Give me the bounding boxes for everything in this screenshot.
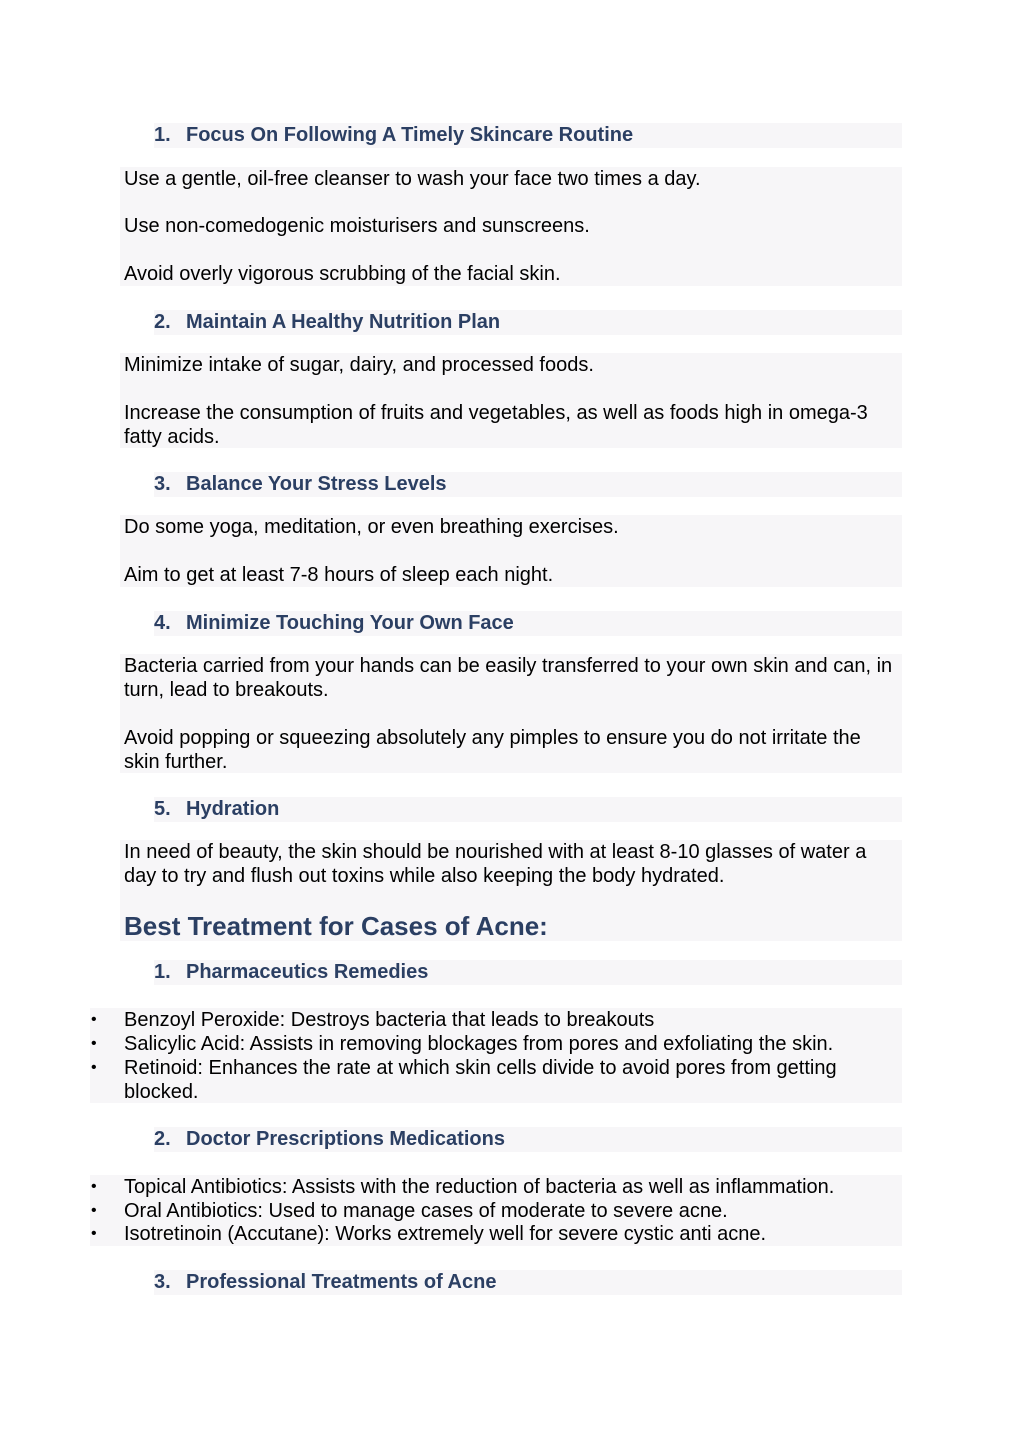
treatment-title: Professional Treatments of Acne: [186, 1271, 497, 1293]
bullet-item: • Isotretinoin (Accutane): Works extremely well for severe cystic anti acne.: [124, 1222, 899, 1246]
paragraph: Minimize intake of sugar, dairy, and processed foods.: [124, 354, 594, 376]
section-title: Hydration: [186, 798, 280, 820]
treatment-number: 2.: [154, 1128, 171, 1150]
section-title: Minimize Touching Your Own Face: [186, 612, 514, 634]
treatment-title: Doctor Prescriptions Medications: [186, 1128, 505, 1150]
bullet-item: • Retinoid: Enhances the rate at which skin cells divide to avoid pores from getting blocked.: [124, 1056, 899, 1104]
section-number: 5.: [154, 798, 171, 820]
section-heading: [154, 611, 902, 636]
section-number: 2.: [154, 311, 171, 333]
paragraph: Avoid overly vigorous scrubbing of the facial skin.: [124, 263, 561, 285]
treatment-number: 3.: [154, 1271, 171, 1293]
treatment-subheading: [154, 960, 902, 985]
treatment-title: Pharmaceutics Remedies: [186, 961, 429, 983]
paragraph: Bacteria carried from your hands can be easily transferred to your own skin and can, in turn, lead to breakouts.: [124, 655, 893, 701]
bullet-item: • Oral Antibiotics: Used to manage cases of moderate to severe acne.: [124, 1199, 899, 1223]
section-title: Maintain A Healthy Nutrition Plan: [186, 311, 501, 333]
paragraph: Avoid popping or squeezing absolutely any pimples to ensure you do not irritate the skin further.: [124, 727, 861, 773]
section-number: 4.: [154, 612, 171, 634]
treatment-subheading: [154, 1270, 902, 1295]
bullet-item: • Salicylic Acid: Assists in removing blockages from pores and exfoliating the skin.: [124, 1032, 899, 1056]
section-heading: [154, 123, 902, 148]
paragraph: Do some yoga, meditation, or even breathing exercises.: [124, 516, 619, 538]
section-number: 3.: [154, 473, 171, 495]
section-title: Balance Your Stress Levels: [186, 473, 447, 495]
paragraph: Use non-comedogenic moisturisers and sunscreens.: [124, 215, 590, 237]
section-heading: [154, 472, 902, 497]
treatment-number: 1.: [154, 961, 171, 983]
bullet-item: • Benzoyl Peroxide: Destroys bacteria that leads to breakouts: [124, 1008, 899, 1032]
paragraph: Use a gentle, oil-free cleanser to wash your face two times a day.: [124, 168, 701, 190]
section-heading: [154, 310, 902, 335]
paragraph: Increase the consumption of fruits and vegetables, as well as foods high in omega-3 fatty acids.: [124, 402, 868, 448]
treatment-subheading: [154, 1127, 902, 1152]
paragraph: In need of beauty, the skin should be nourished with at least 8-10 glasses of water a day to try and flush out toxins while also keeping the body hydrated.: [124, 841, 867, 887]
paragraph: Aim to get at least 7-8 hours of sleep each night.: [124, 564, 554, 586]
treatment-heading: Best Treatment for Cases of Acne:: [124, 911, 548, 941]
bullet-item: • Topical Antibiotics: Assists with the reduction of bacteria as well as inflammation.: [124, 1175, 899, 1199]
section-title: Focus On Following A Timely Skincare Routine: [186, 124, 634, 146]
section-heading: [154, 797, 902, 822]
section-number: 1.: [154, 124, 171, 146]
